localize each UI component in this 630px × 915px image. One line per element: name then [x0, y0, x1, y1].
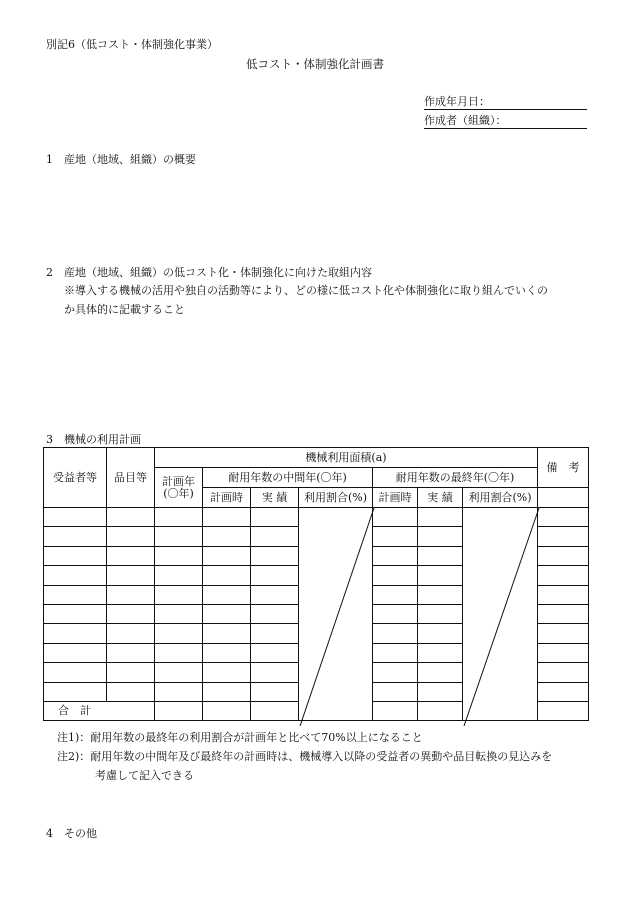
beneficiary-cell[interactable] — [44, 663, 107, 682]
remarks-cell[interactable] — [538, 682, 589, 701]
final-plan-cell[interactable] — [373, 624, 418, 643]
mid-plan-cell[interactable] — [203, 663, 251, 682]
total-final-plan-cell[interactable] — [373, 701, 418, 720]
remarks-cell[interactable] — [538, 663, 589, 682]
final-plan-cell[interactable] — [373, 566, 418, 585]
remarks-cell[interactable] — [538, 566, 589, 585]
table-note-2-line-1: 注2)：耐用年数の中間年及び最終年の計画時は、機械導入以降の受益者の異動や品目転換の見込みを — [57, 750, 553, 763]
mid-actual-header: 実 績 — [251, 488, 299, 508]
remarks-cell[interactable] — [538, 624, 589, 643]
table-row — [44, 508, 589, 527]
mid-ratio-header: 利用割合(%) — [299, 488, 373, 508]
item-cell[interactable] — [107, 682, 155, 701]
section-2-heading: 2 産地（地域、組織）の低コスト化・体制強化に向けた取組内容 — [46, 266, 372, 279]
final-actual-cell[interactable] — [418, 527, 463, 546]
plan-year-cell[interactable] — [155, 508, 203, 527]
final-plan-cell[interactable] — [373, 604, 418, 623]
remarks-cell[interactable] — [538, 604, 589, 623]
final-ratio-cell — [463, 508, 538, 721]
mid-actual-cell[interactable] — [251, 566, 299, 585]
form-identifier: 別記6（低コスト・体制強化事業） — [46, 38, 218, 51]
remarks-sub-cell[interactable] — [538, 488, 589, 508]
mid-actual-cell[interactable] — [251, 624, 299, 643]
beneficiary-cell[interactable] — [44, 527, 107, 546]
final-plan-cell[interactable] — [373, 643, 418, 662]
mid-plan-cell[interactable] — [203, 527, 251, 546]
plan-year-header — [155, 468, 203, 508]
beneficiary-cell[interactable] — [44, 643, 107, 662]
total-label: 合 計 — [44, 701, 155, 720]
mid-plan-cell[interactable] — [203, 604, 251, 623]
author-field[interactable]: 作成者（組織）： — [424, 113, 587, 129]
final-actual-cell[interactable] — [418, 566, 463, 585]
plan-year-label: 計画年 — [162, 474, 195, 488]
final-plan-cell[interactable] — [373, 508, 418, 527]
mid-actual-cell[interactable] — [251, 508, 299, 527]
remarks-cell[interactable] — [538, 643, 589, 662]
item-cell[interactable] — [107, 546, 155, 565]
final-actual-cell[interactable] — [418, 663, 463, 682]
plan-year-paren: (〇年) — [163, 486, 194, 500]
plan-year-cell[interactable] — [155, 682, 203, 701]
beneficiary-cell[interactable] — [44, 508, 107, 527]
table-note-2-line-2: 考慮して記入できる — [95, 769, 194, 782]
final-plan-cell[interactable] — [373, 663, 418, 682]
mid-actual-cell[interactable] — [251, 527, 299, 546]
total-plan-year-cell[interactable] — [155, 701, 203, 720]
item-cell[interactable] — [107, 508, 155, 527]
item-cell[interactable] — [107, 527, 155, 546]
final-actual-cell[interactable] — [418, 585, 463, 604]
plan-year-cell[interactable] — [155, 585, 203, 604]
beneficiary-cell[interactable] — [44, 546, 107, 565]
final-actual-cell[interactable] — [418, 604, 463, 623]
item-header: 品目等 — [107, 448, 155, 508]
beneficiary-cell[interactable] — [44, 604, 107, 623]
mid-plan-cell[interactable] — [203, 624, 251, 643]
total-mid-actual-cell[interactable] — [251, 701, 299, 720]
mid-year-header: 耐用年数の中間年(〇年) — [203, 468, 373, 488]
final-actual-cell[interactable] — [418, 643, 463, 662]
mid-ratio-cell — [299, 508, 373, 721]
final-actual-cell[interactable] — [418, 508, 463, 527]
final-ratio-header: 利用割合(%) — [463, 488, 538, 508]
machine-usage-plan-table — [43, 447, 589, 721]
final-actual-header: 実 績 — [418, 488, 463, 508]
final-plan-cell[interactable] — [373, 682, 418, 701]
total-final-actual-cell[interactable] — [418, 701, 463, 720]
area-header: 機械利用面積(a) — [155, 448, 538, 468]
section-3-heading: 3 機械の利用計画 — [46, 433, 141, 446]
mid-actual-cell[interactable] — [251, 682, 299, 701]
mid-actual-cell[interactable] — [251, 643, 299, 662]
machine-usage-plan-table-wrapper — [43, 447, 588, 726]
remarks-cell[interactable] — [538, 546, 589, 565]
plan-year-cell[interactable] — [155, 643, 203, 662]
item-cell[interactable] — [107, 663, 155, 682]
final-year-header: 耐用年数の最終年(〇年) — [373, 468, 538, 488]
mid-plan-cell[interactable] — [203, 566, 251, 585]
final-actual-cell[interactable] — [418, 682, 463, 701]
remarks-cell[interactable] — [538, 508, 589, 527]
beneficiary-header: 受益者等 — [44, 448, 107, 508]
final-plan-cell[interactable] — [373, 546, 418, 565]
mid-actual-cell[interactable] — [251, 663, 299, 682]
item-cell[interactable] — [107, 643, 155, 662]
item-cell[interactable] — [107, 585, 155, 604]
total-mid-plan-cell[interactable] — [203, 701, 251, 720]
creation-date-field[interactable]: 作成年月日： — [424, 94, 587, 110]
section-2-note-line-2: か具体的に記載すること — [64, 303, 185, 316]
section-4-heading: 4 その他 — [46, 827, 97, 840]
plan-year-cell[interactable] — [155, 663, 203, 682]
section-2-note-line-1: ※導入する機械の活用や独自の活動等により、どの様に低コスト化や体制強化に取り組んでいくの — [64, 284, 548, 297]
beneficiary-cell[interactable] — [44, 585, 107, 604]
plan-year-cell[interactable] — [155, 566, 203, 585]
mid-plan-cell[interactable] — [203, 643, 251, 662]
item-cell[interactable] — [107, 566, 155, 585]
mid-plan-cell[interactable] — [203, 682, 251, 701]
final-actual-cell[interactable] — [418, 546, 463, 565]
mid-plan-cell[interactable] — [203, 546, 251, 565]
plan-year-cell[interactable] — [155, 546, 203, 565]
total-remarks-cell[interactable] — [538, 701, 589, 720]
remarks-header: 備 考 — [538, 448, 589, 488]
document-title: 低コスト・体制強化計画書 — [246, 57, 384, 71]
final-plan-header: 計画時 — [373, 488, 418, 508]
beneficiary-cell[interactable] — [44, 682, 107, 701]
mid-actual-cell[interactable] — [251, 585, 299, 604]
beneficiary-cell[interactable] — [44, 566, 107, 585]
table-note-1: 注1)：耐用年数の最終年の利用割合が計画年と比べて70%以上になること — [57, 731, 423, 744]
final-plan-cell[interactable] — [373, 527, 418, 546]
plan-year-cell[interactable] — [155, 527, 203, 546]
remarks-cell[interactable] — [538, 527, 589, 546]
plan-year-cell[interactable] — [155, 604, 203, 623]
section-1-heading: 1 産地（地域、組織）の概要 — [46, 153, 196, 166]
plan-year-cell[interactable] — [155, 624, 203, 643]
remarks-cell[interactable] — [538, 585, 589, 604]
mid-actual-cell[interactable] — [251, 546, 299, 565]
mid-plan-cell[interactable] — [203, 508, 251, 527]
mid-actual-cell[interactable] — [251, 604, 299, 623]
item-cell[interactable] — [107, 604, 155, 623]
item-cell[interactable] — [107, 624, 155, 643]
final-actual-cell[interactable] — [418, 624, 463, 643]
final-plan-cell[interactable] — [373, 585, 418, 604]
beneficiary-cell[interactable] — [44, 624, 107, 643]
mid-plan-cell[interactable] — [203, 585, 251, 604]
mid-plan-header: 計画時 — [203, 488, 251, 508]
